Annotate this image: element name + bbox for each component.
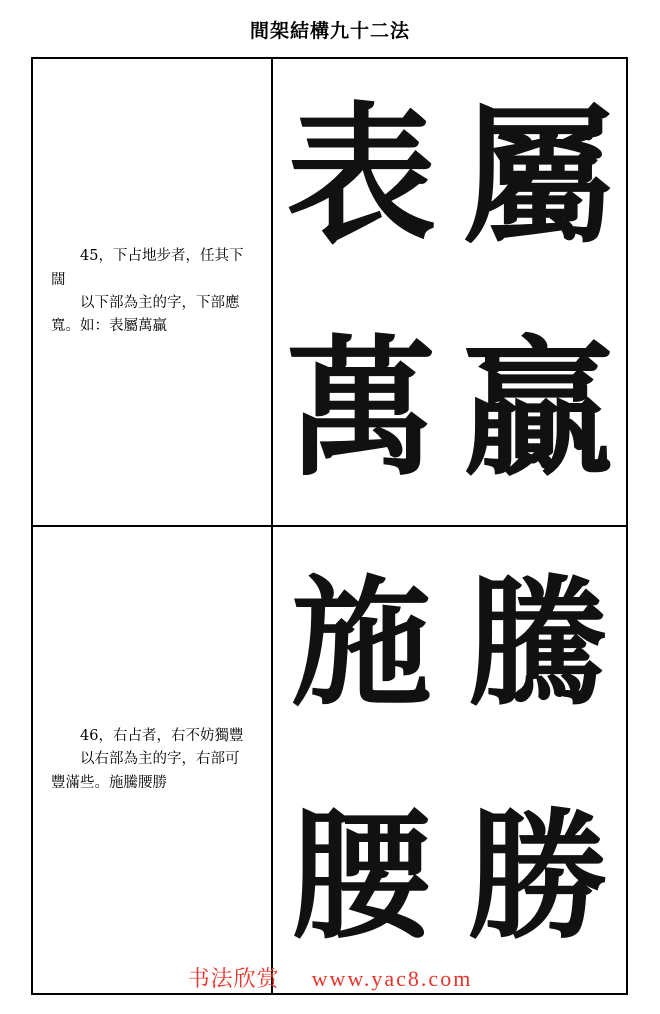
watermark-url: www.yac8.com bbox=[311, 966, 473, 991]
example-character: 萬 bbox=[286, 320, 437, 497]
page-title: 間架結構九十二法 bbox=[249, 20, 410, 42]
watermark bbox=[0, 962, 660, 993]
rule-heading-45-line1: 45，下占地步者，任其下 bbox=[80, 248, 244, 265]
rule-text-cell-46 bbox=[33, 527, 273, 993]
rule-characters-cell-45 bbox=[273, 59, 626, 525]
example-character: 腰 bbox=[291, 794, 432, 959]
rule-heading-45-line2: 闊 bbox=[51, 271, 66, 288]
table-row bbox=[33, 59, 626, 527]
rule-explanation-46-line2: 豐滿些。施騰腰勝 bbox=[51, 774, 167, 791]
table-row bbox=[33, 527, 626, 993]
example-character: 騰 bbox=[467, 561, 608, 726]
rules-table bbox=[31, 57, 628, 995]
rule-heading-46 bbox=[51, 725, 257, 748]
rule-characters-cell-46 bbox=[273, 527, 626, 993]
rule-heading-46-line1: 46，右占者，右不妨獨豐 bbox=[80, 727, 244, 744]
rule-explanation-46-line1: 以右部為主的字，右部可 bbox=[80, 751, 240, 768]
rule-explanation-45-line2: 寬。如：表屬萬贏 bbox=[51, 318, 167, 335]
example-character: 勝 bbox=[467, 794, 608, 959]
watermark-label: 书法欣赏 bbox=[187, 967, 280, 992]
rule-explanation-46 bbox=[51, 748, 257, 795]
rule-explanation-45-line1: 以下部為主的字，下部應 bbox=[80, 295, 240, 311]
example-character: 贏 bbox=[462, 320, 613, 497]
rule-text-cell-45 bbox=[33, 59, 273, 525]
example-character: 施 bbox=[291, 561, 432, 726]
example-character: 屬 bbox=[462, 87, 613, 264]
rule-heading-45 bbox=[51, 245, 257, 292]
rule-explanation-45 bbox=[51, 292, 257, 339]
example-character: 表 bbox=[286, 87, 437, 264]
